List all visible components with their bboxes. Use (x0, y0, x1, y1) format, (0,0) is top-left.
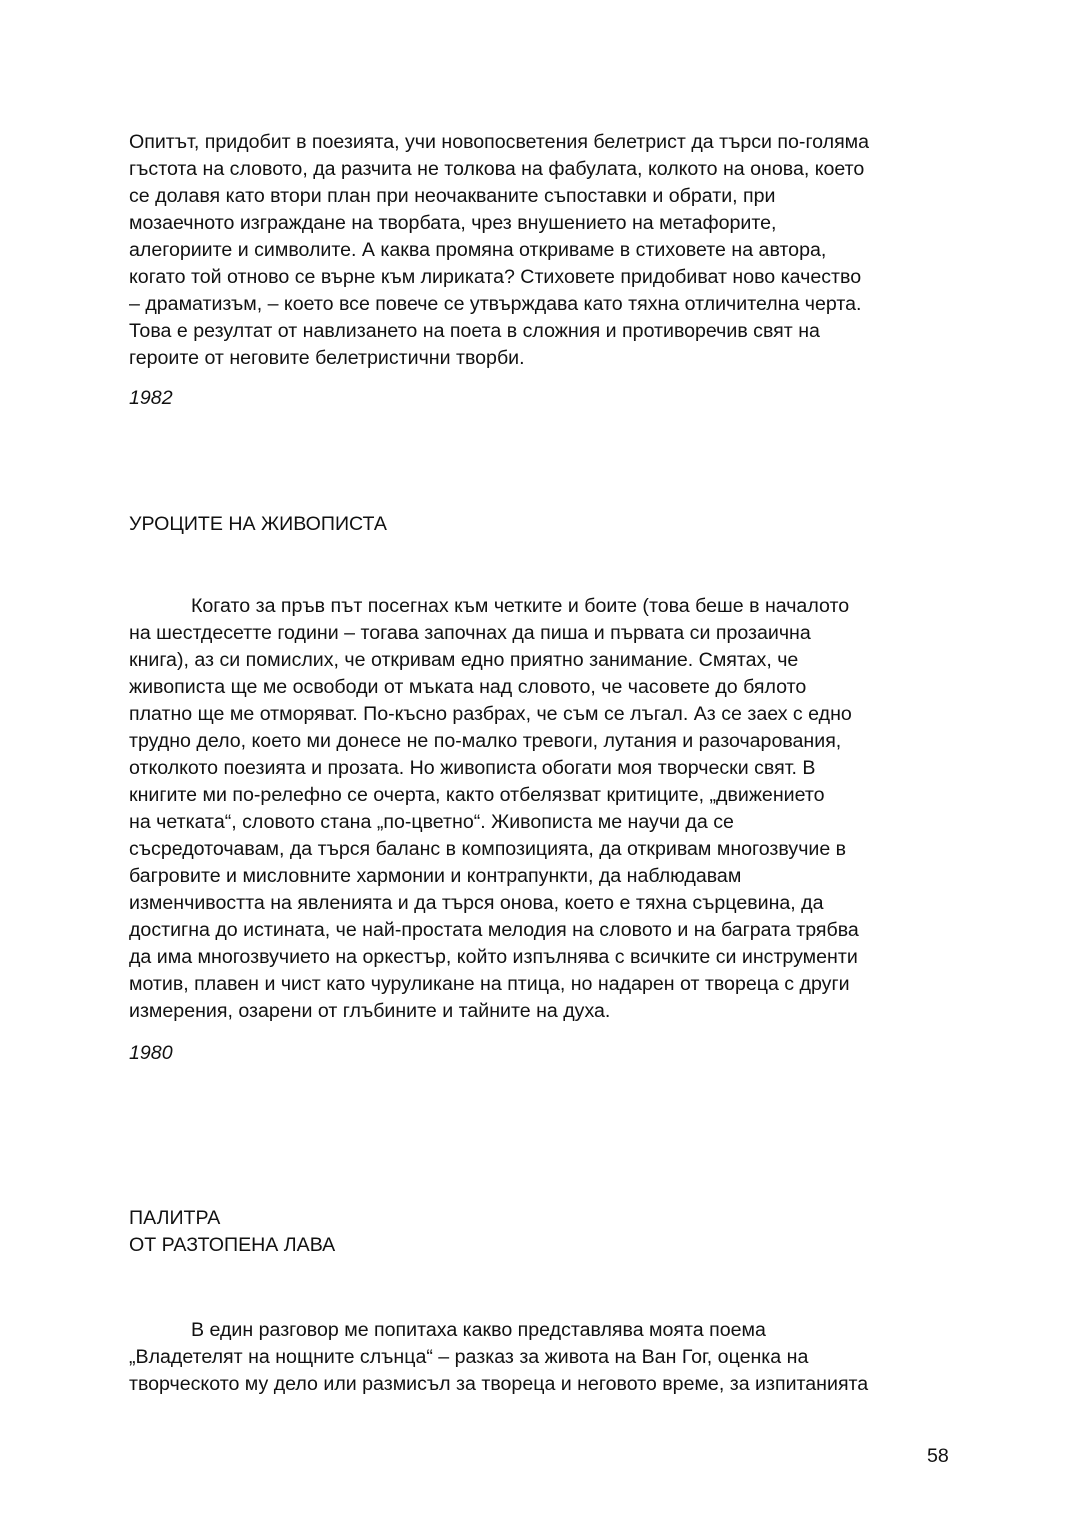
section-title-line: ПАЛИТРА (129, 1207, 221, 1229)
intro-paragraph (129, 129, 959, 372)
text-line: мозаечното изграждане на творбата, чрез внушението на метафорите, (129, 212, 777, 234)
section-title-line: ОТ РАЗТОПЕНА ЛАВА (129, 1234, 336, 1256)
text-line: – драматизъм, – което все повече се утвърждава като тяхна отличителна черта. (129, 293, 862, 315)
section-title-palette (129, 1205, 959, 1259)
text-line: платно ще ме отморяват. По-късно разбрах, че съм се лъгал. Аз се заех с едно (129, 703, 852, 725)
text-line: живописта ще ме освободи от мъката над словото, че часовете до бялото (129, 676, 807, 698)
text-line: книгите ми по-релефно се очерта, както отбелязват критиците, „движението (129, 784, 825, 806)
document-page (129, 0, 959, 1527)
page-number: 58 (927, 1445, 949, 1467)
text-line: трудно дело, което ми донесе не по-малко тревоги, лутания и разочарования, (129, 730, 842, 752)
text-line: достигна до истината, че най-простата мелодия на словото и на баграта трябва (129, 919, 859, 941)
text-line: на четката“, словото стана „по-цветно“. Живописта ме научи да се (129, 811, 734, 833)
text-line: се долавя като втори план при неочакваните съпоставки и обрати, при (129, 185, 776, 207)
palette-paragraph (129, 1317, 959, 1398)
text-line: Опитът, придобит в поезията, учи новопосветения белетрист да търси по-голяма (129, 131, 870, 153)
painter-year: 1980 (129, 1042, 173, 1064)
text-line: героите от неговите белетристични творби. (129, 347, 525, 369)
text-line: на шестдесетте години – тогава започнах да пиша и първата си прозаична (129, 622, 811, 644)
section-title-line: УРОЦИТЕ НА ЖИВОПИСТА (129, 513, 387, 535)
text-line: отколкото поезията и прозата. Но живописта обогати моя творчески свят. В (129, 757, 816, 779)
text-line: „Владетелят на нощните слънца“ – разказ за живота на Ван Гог, оценка на (129, 1346, 809, 1368)
text-line: измерения, озарени от глъбините и тайните на духа. (129, 1000, 611, 1022)
text-line: изменчивостта на явленията и да търся онова, което е тяхна сърцевина, да (129, 892, 824, 914)
intro-year: 1982 (129, 387, 173, 409)
painter-paragraph (129, 593, 959, 1025)
text-line: съсредоточавам, да търся баланс в композицията, да откривам многозвучие в (129, 838, 847, 860)
text-line: творческото му дело или размисъл за твореца и неговото време, за изпитанията (129, 1373, 869, 1395)
text-line: гъстота на словото, да разчита не толкова на фабулата, колкото на онова, което (129, 158, 865, 180)
text-line: книга), аз си помислих, че откривам едно приятно занимание. Смятах, че (129, 649, 799, 671)
text-line: когато той отново се върне към лириката? Стиховете придобиват ново качество (129, 266, 862, 288)
text-line: багровите и мисловните хармонии и контрапункти, да наблюдавам (129, 865, 742, 887)
text-line: Когато за пръв път посегнах към четките и боите (това беше в началото (191, 595, 850, 617)
section-title-painter (129, 511, 959, 538)
text-line: алегориите и символите. А каква промяна откриваме в стиховете на автора, (129, 239, 827, 261)
text-line: Това е резултат от навлизането на поета в сложния и противоречив свят на (129, 320, 820, 342)
text-line: да има многозвучието на оркестър, който изпълнява с всичките си инструменти (129, 946, 858, 968)
text-line: В един разговор ме попитаха какво представлява моята поема (191, 1319, 766, 1341)
text-line: мотив, плавен и чист като чуруликане на птица, но надарен от твореца с други (129, 973, 850, 995)
